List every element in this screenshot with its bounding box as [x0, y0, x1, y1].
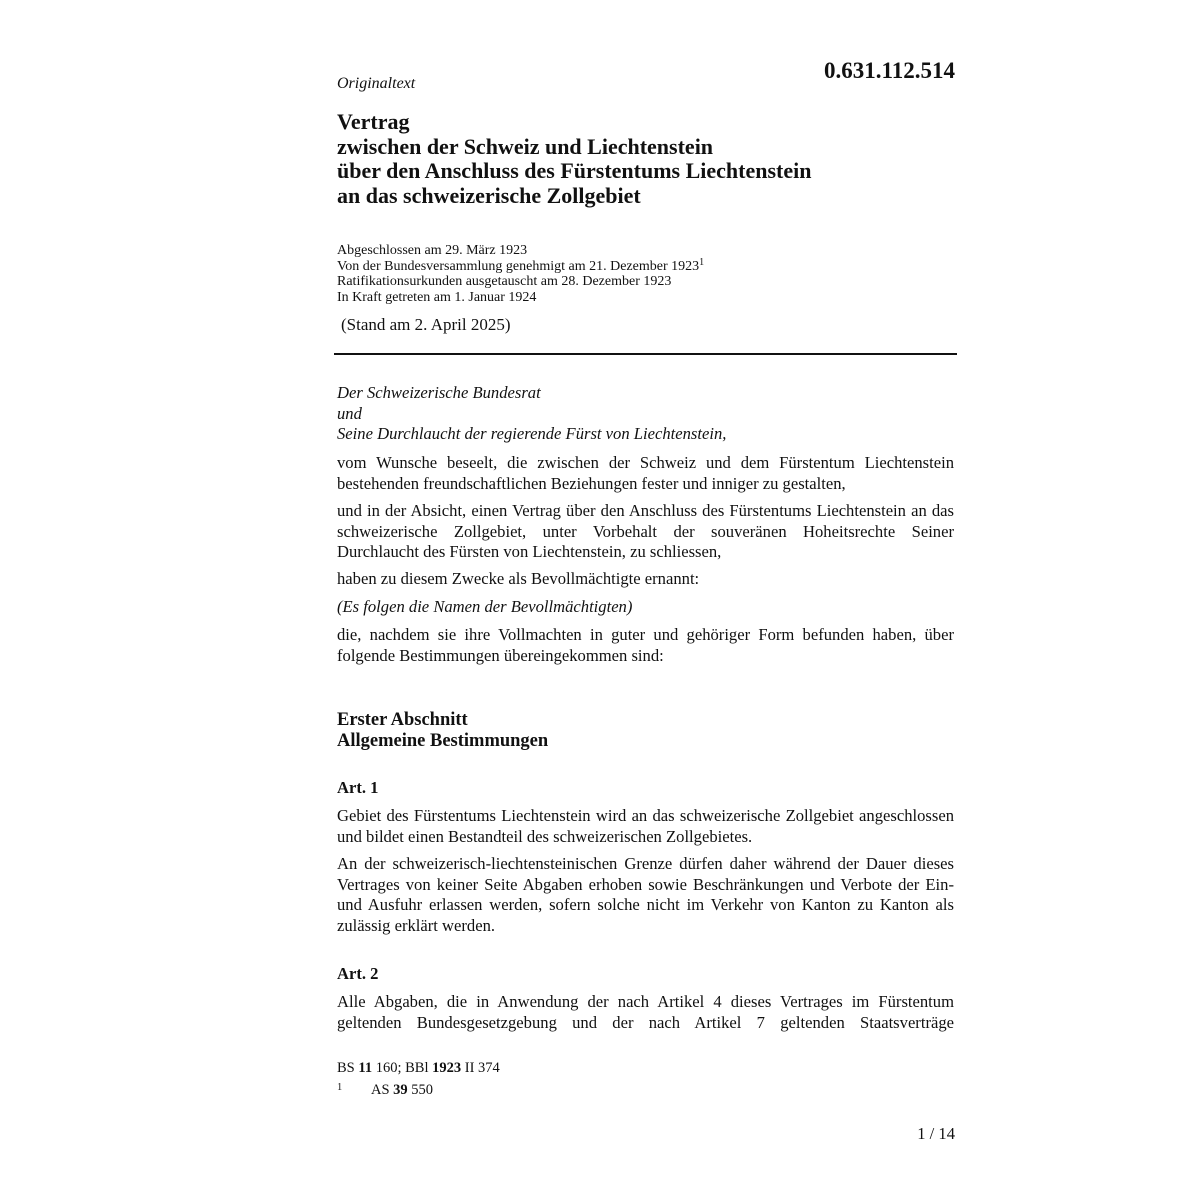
footnotes — [337, 1059, 500, 1100]
treaty-metadata — [337, 243, 704, 305]
preamble-paragraph-3: haben zu diesem Zwecke als Bevollmächtigte ernannt: — [337, 569, 700, 588]
source-text: 160; BBl — [372, 1060, 433, 1076]
footnote-1 — [337, 1078, 500, 1100]
preamble-paragraph-1: vom Wunsche beseelt, die zwischen der Schweiz und dem Fürstentum Liechtenstein bestehenden freundschaftlichen Beziehungen fester und inniger zu gestalten, — [337, 453, 954, 493]
header-divider — [334, 353, 957, 355]
section-name: Allgemeine Bestimmungen — [337, 731, 549, 751]
title-line: an das schweizerische Zollgebiet — [337, 182, 641, 208]
document-title — [337, 110, 812, 208]
article-2-title[interactable]: Art. 2 — [337, 964, 379, 983]
source-volume: 11 — [358, 1060, 373, 1076]
footnote-ref[interactable]: 1 — [699, 256, 705, 268]
article-1-title[interactable]: Art. 1 — [337, 778, 379, 797]
sr-number: 0.631.112.514 — [824, 58, 955, 83]
original-text-label: Originaltext — [337, 75, 416, 92]
approved-text: Von der Bundesversammlung genehmigt am 21. Dezember 1923 — [337, 258, 700, 274]
footnote-text: AS — [371, 1082, 394, 1098]
source-reference — [337, 1059, 500, 1078]
title-line: Vertrag — [337, 109, 410, 134]
source-text: BS — [337, 1060, 359, 1076]
preamble-paragraph-2: und in der Absicht, einen Vertrag über den Anschluss des Fürstentums Liechtenstein an das schweizerische Zollgebiet, unter Vorbehalt der souveränen Hoheitsrechte Seiner Durchlaucht des Fürsten von Liechtenstein, zu schliessen, — [337, 501, 954, 561]
article-2-paragraph-1: Alle Abgaben, die in Anwendung der nach Artikel 4 dieses Vertrages im Fürstentum geltenden Bundesgesetzgebung und der nach Artikel 7 geltenden Staatsverträge — [337, 992, 954, 1032]
preamble-paragraph-4: (Es folgen die Namen der Bevollmächtigten) — [337, 597, 633, 616]
article-1-paragraph-1: Gebiet des Fürstentums Liechtenstein wird an das schweizerische Zollgebiet angeschlossen und bildet einen Bestandteil des schweizerischen Zollgebietes. — [337, 806, 954, 846]
source-year: 1923 — [432, 1060, 462, 1076]
section-heading — [337, 710, 548, 752]
preamble-parties — [337, 383, 954, 445]
concluded-date: Abgeschlossen am 29. März 1923 — [337, 243, 528, 258]
title-line: über den Anschluss des Fürstentums Liechtenstein — [337, 158, 812, 183]
approved-date — [337, 256, 705, 275]
party-line: und — [337, 403, 362, 423]
article-1-paragraph-2: An der schweizerisch-liechtensteinischen Grenze dürfen daher während der Dauer dieses Vertrages von keiner Seite Abgaben erhoben sowie Beschränkungen und Verbote der Ein- und Ausfuhr erlassen werden, sofern solche nicht im Verkehr von Kanton zu Kanton als zulässig erklärt werden. — [337, 854, 954, 935]
page-number: 1 / 14 — [917, 1124, 955, 1143]
ratification-date: Ratifikationsurkunden ausgetauscht am 28. Dezember 1923 — [337, 274, 672, 289]
party-line: Seine Durchlaucht der regierende Fürst von Liechtenstein, — [337, 424, 727, 443]
title-line: zwischen der Schweiz und Liechtenstein — [337, 133, 714, 159]
footnote-text: 550 — [407, 1082, 434, 1098]
footnote-number: 1 — [337, 1082, 343, 1093]
source-text: II 374 — [461, 1060, 500, 1076]
footnote-volume: 39 — [393, 1082, 408, 1098]
in-force-date: In Kraft getreten am 1. Januar 1924 — [337, 289, 537, 305]
party-line: Der Schweizerische Bundesrat — [337, 383, 541, 402]
preamble-paragraph-5: die, nachdem sie ihre Vollmachten in guter und gehöriger Form befunden haben, über folgende Bestimmungen übereingekommen sind: — [337, 625, 954, 665]
section-number: Erster Abschnitt — [337, 710, 468, 730]
status-date: (Stand am 2. April 2025) — [341, 315, 511, 334]
